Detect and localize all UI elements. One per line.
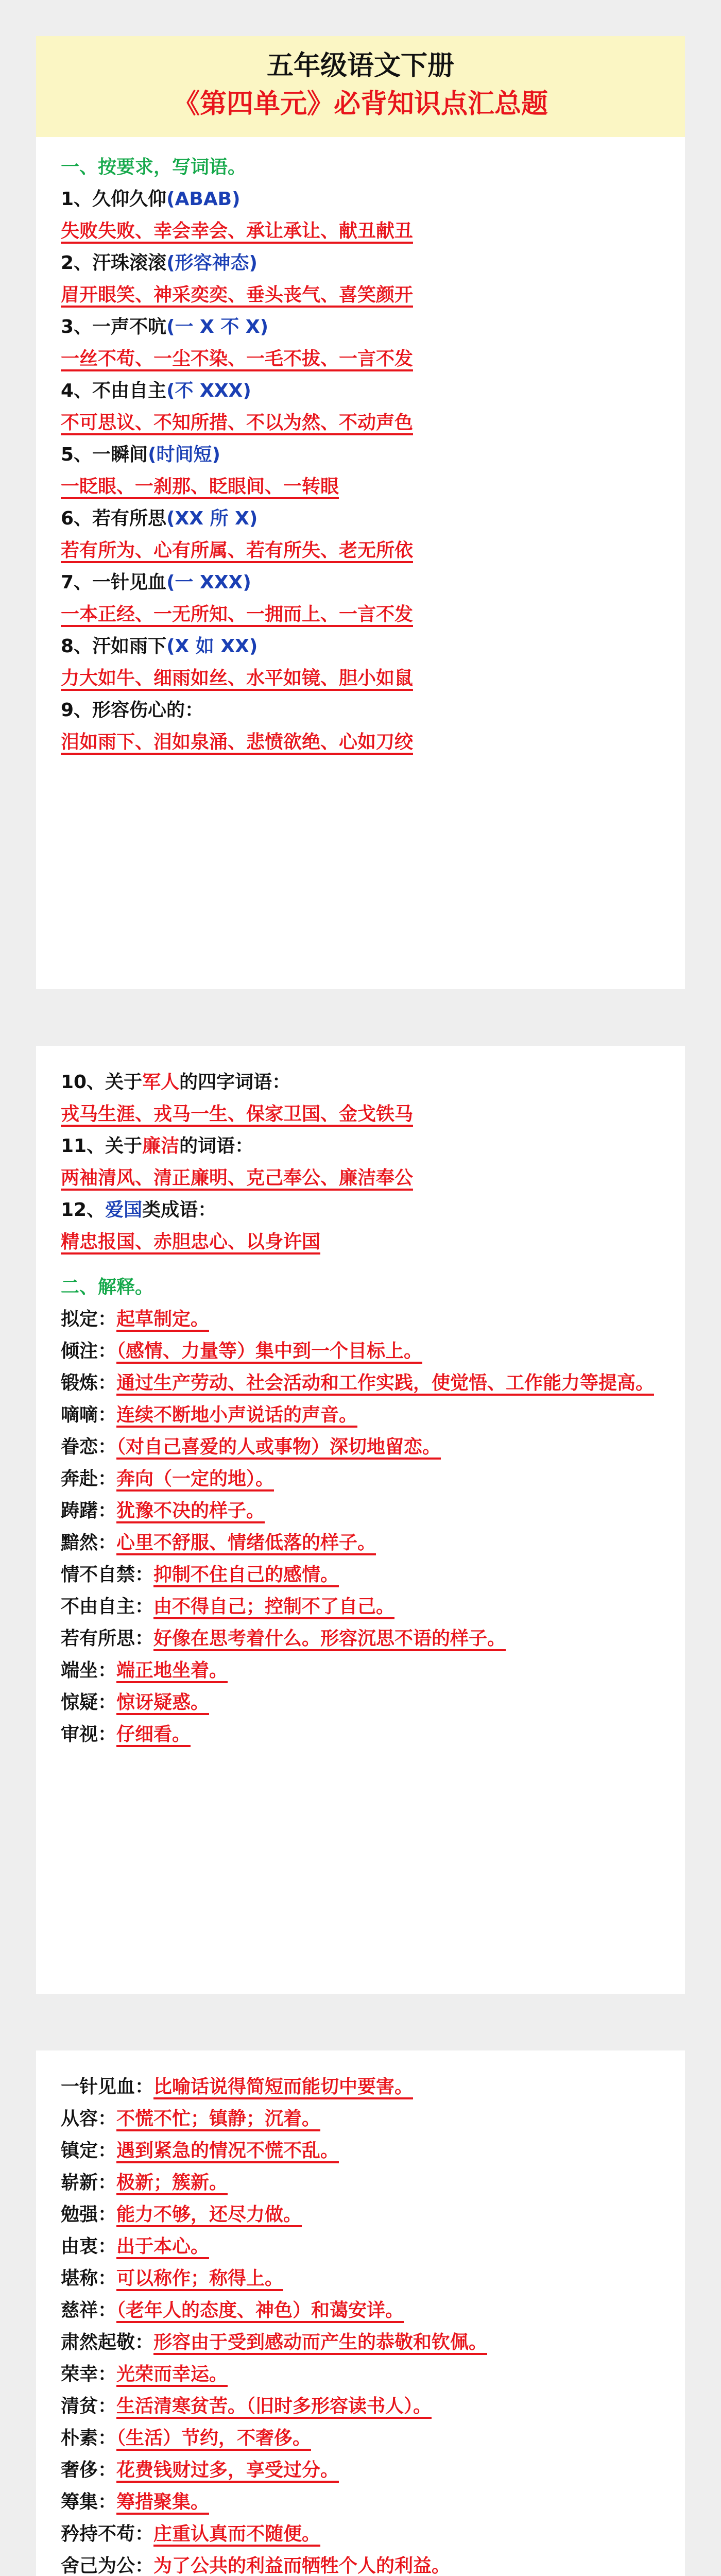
definition-row — [61, 2199, 660, 2231]
answer-words: 一丝不苟、一尘不染、一毛不拔、一言不发 — [61, 348, 413, 371]
definition-term: 堪称： — [61, 2268, 117, 2289]
definition-row — [61, 1655, 660, 1687]
definition-text: 生活清寒贫苦。（旧时多形容读书人）。 — [116, 2396, 432, 2419]
definition-row — [61, 2454, 660, 2486]
definition-term: 清贫： — [61, 2396, 117, 2417]
definition-row — [61, 2550, 660, 2576]
definition-text: 为了公共的利益而牺牲个人的利益。 — [153, 2555, 450, 2576]
definition-text: （老年人的态度、神色）和蔼安详。 — [116, 2300, 404, 2323]
definition-row — [61, 1335, 660, 1367]
definition-text: 起草制定。 — [116, 1309, 209, 1332]
word-groups-list — [61, 183, 660, 758]
definition-text: （生活）节约，不奢侈。 — [116, 2428, 311, 2451]
definition-term: 嘀嘀： — [61, 1404, 117, 1426]
definition-term: 勉强： — [61, 2204, 117, 2225]
definition-row — [61, 1719, 660, 1751]
doc-title-line2 — [36, 84, 685, 124]
integrity-words-prompt: 11、关于廉洁的词语： — [61, 1136, 254, 1157]
definition-term: 一针见血： — [61, 2076, 154, 2097]
answer-words: 力大如牛、细雨如丝、水平如镜、胆小如鼠 — [61, 668, 413, 691]
definition-term: 惊疑： — [61, 1692, 117, 1713]
prompt-pattern: (ABAB) — [166, 189, 241, 210]
prompt-text: 8、汗如雨下 — [61, 636, 167, 657]
word-group-prompt — [61, 567, 660, 599]
definition-text: 由不得自己；控制不了自己。 — [153, 1596, 394, 1619]
prompt-pattern: (XX 所 X) — [166, 508, 258, 529]
word-group-prompt — [61, 631, 660, 663]
definition-text: 遇到紧急的情况不慌不乱。 — [116, 2140, 339, 2163]
definitions-list-1 — [61, 1303, 660, 1751]
integrity-words-answer: 两袖清风、清正廉明、克己奉公、廉洁奉公 — [61, 1162, 660, 1194]
word-group-prompt — [61, 375, 660, 407]
definition-row — [61, 2167, 660, 2199]
word-group-answer — [61, 663, 660, 694]
definition-text: 比喻话说得简短而能切中要害。 — [153, 2076, 413, 2099]
definition-row — [61, 2103, 660, 2135]
word-group-answer — [61, 535, 660, 567]
definition-row — [61, 1399, 660, 1431]
definition-row — [61, 1495, 660, 1527]
definition-text: 惊讶疑惑。 — [116, 1692, 209, 1715]
prompt-text: 7、一针见血 — [61, 572, 167, 593]
section-heading-1: 一、按要求，写词语。 — [61, 157, 247, 178]
answer-words: 一眨眼、一刹那、眨眼间、一转眼 — [61, 476, 339, 499]
word-group-answer — [61, 599, 660, 631]
definition-term: 若有所思： — [61, 1628, 154, 1649]
page-2 — [36, 1046, 685, 1994]
answer-words: 若有所为、心有所属、若有所失、老无所依 — [61, 540, 413, 563]
definition-term: 崭新： — [61, 2172, 117, 2193]
definition-row — [61, 1463, 660, 1495]
definition-text: 通过生产劳动、社会活动和工作实践，使觉悟、工作能力等提高。 — [116, 1372, 654, 1396]
prompt-pattern: (一 XXX) — [166, 572, 251, 593]
definition-row — [61, 1303, 660, 1335]
definition-row — [61, 2422, 660, 2454]
definition-text: （感情、力量等）集中到一个目标上。 — [116, 1341, 422, 1364]
definition-term: 不由自主： — [61, 1596, 154, 1617]
definition-text: 光荣而幸运。 — [116, 2364, 228, 2387]
definition-text: 连续不断地小声说话的声音。 — [116, 1404, 357, 1428]
definition-term: 肃然起敬： — [61, 2332, 154, 2353]
prompt-pattern: (不 XXX) — [166, 380, 251, 401]
definitions-list-2 — [61, 2071, 660, 2576]
definition-text: 端正地坐着。 — [116, 1660, 228, 1683]
prompt-text: 2、汗珠滚滚 — [61, 252, 167, 274]
title-subtext: 必背知识点汇总题 — [334, 89, 548, 120]
definition-term: 奔赴： — [61, 1468, 117, 1489]
definition-text: （对自己喜爱的人或事物）深切地留恋。 — [116, 1436, 441, 1460]
definition-term: 舍己为公： — [61, 2555, 154, 2576]
definition-term: 端坐： — [61, 1660, 117, 1681]
definition-term: 眷恋： — [61, 1436, 117, 1458]
definition-term: 拟定： — [61, 1309, 117, 1330]
definition-text: 犹豫不决的样子。 — [116, 1500, 265, 1523]
definition-text: 花费钱财过多，享受过分。 — [116, 2460, 339, 2483]
unit-name: 《第四单元》 — [173, 89, 334, 120]
military-words-answer: 戎马生涯、戎马一生、保家卫国、金戈铁马 — [61, 1098, 660, 1130]
answer-words: 泪如雨下、泪如泉涌、悲愤欲绝、心如刀绞 — [61, 732, 413, 755]
patriotic-idioms-answer: 精忠报国、赤胆忠心、以身许国 — [61, 1226, 660, 1258]
definition-term: 荣幸： — [61, 2364, 117, 2385]
definition-row — [61, 2295, 660, 2327]
word-group-prompt — [61, 247, 660, 279]
prompt-pattern: (形容神态) — [166, 252, 258, 274]
definition-text: 形容由于受到感动而产生的恭敬和钦佩。 — [153, 2332, 487, 2355]
definition-term: 从容： — [61, 2108, 117, 2129]
definition-row — [61, 1527, 660, 1559]
definition-term: 慈祥： — [61, 2300, 117, 2321]
definition-row — [61, 2327, 660, 2359]
definition-text: 好像在思考着什么。形容沉思不语的样子。 — [153, 1628, 506, 1651]
prompt-text: 5、一瞬间 — [61, 444, 148, 465]
word-group-prompt — [61, 311, 660, 343]
definition-text: 可以称作；称得上。 — [116, 2268, 283, 2291]
definition-text: 极新；簇新。 — [116, 2172, 228, 2195]
definition-row — [61, 1559, 660, 1591]
prompt-pattern: (X 如 XX) — [166, 636, 258, 657]
word-group-prompt — [61, 183, 660, 215]
definition-row — [61, 1687, 660, 1719]
prompt-text: 4、不由自主 — [61, 380, 167, 401]
prompt-text: 1、久仰久仰 — [61, 189, 167, 210]
definition-row — [61, 2391, 660, 2422]
word-group-answer — [61, 407, 660, 439]
definition-term: 朴素： — [61, 2428, 117, 2449]
word-group-answer — [61, 343, 660, 375]
definition-row — [61, 2263, 660, 2295]
definition-row — [61, 2135, 660, 2167]
military-words-prompt: 10、关于军人的四字词语： — [61, 1072, 291, 1093]
definition-term: 奢侈： — [61, 2460, 117, 2481]
definition-row — [61, 1431, 660, 1463]
definition-row — [61, 2359, 660, 2391]
definition-term: 镇定： — [61, 2140, 117, 2161]
word-group-answer — [61, 215, 660, 247]
definition-row — [61, 1623, 660, 1655]
answer-words: 一本正经、一无所知、一拥而上、一言不发 — [61, 604, 413, 627]
definition-term: 情不自禁： — [61, 1564, 154, 1585]
prompt-text: 6、若有所思 — [61, 508, 167, 529]
definition-text: 庄重认真而不随便。 — [153, 2523, 320, 2547]
definition-text: 奔向（一定的地）。 — [116, 1468, 274, 1492]
definition-row — [61, 1591, 660, 1623]
page-3 — [36, 2050, 685, 2576]
definition-text: 不慌不忙；镇静；沉着。 — [116, 2108, 320, 2131]
definition-text: 心里不舒服、情绪低落的样子。 — [116, 1532, 376, 1555]
word-group-answer — [61, 279, 660, 311]
definition-term: 锻炼： — [61, 1372, 117, 1394]
definition-term: 审视： — [61, 1724, 117, 1745]
word-group-answer — [61, 471, 660, 503]
definition-term: 筹集： — [61, 2492, 117, 2513]
definition-row — [61, 2231, 660, 2263]
definition-row — [61, 2518, 660, 2550]
word-group-prompt — [61, 694, 660, 726]
page-1 — [36, 36, 685, 989]
doc-title-line1: 五年级语文下册 — [266, 50, 454, 81]
prompt-pattern: (时间短) — [148, 444, 220, 465]
prompt-text: 9、形容伤心的： — [61, 700, 204, 721]
definition-term: 矜持不苟： — [61, 2523, 154, 2545]
definition-term: 踌躇： — [61, 1500, 117, 1521]
definition-row — [61, 2071, 660, 2103]
word-group-prompt — [61, 439, 660, 471]
title-banner — [36, 36, 685, 137]
definition-term: 黯然： — [61, 1532, 117, 1553]
word-group-prompt — [61, 503, 660, 535]
answer-words: 失败失败、幸会幸会、承让承让、献丑献丑 — [61, 221, 413, 244]
definition-text: 抑制不住自己的感情。 — [153, 1564, 339, 1587]
definition-row — [61, 1367, 660, 1399]
answer-words: 眉开眼笑、神采奕奕、垂头丧气、喜笑颜开 — [61, 284, 413, 308]
word-group-answer — [61, 726, 660, 758]
definition-term: 倾注： — [61, 1341, 117, 1362]
definition-text: 能力不够，还尽力做。 — [116, 2204, 302, 2227]
definition-row — [61, 2486, 660, 2518]
answer-words: 不可思议、不知所措、不以为然、不动声色 — [61, 412, 413, 435]
definition-text: 出于本心。 — [116, 2236, 209, 2259]
definition-text: 仔细看。 — [116, 1724, 191, 1747]
prompt-text: 3、一声不吭 — [61, 316, 167, 337]
definition-term: 由衷： — [61, 2236, 117, 2257]
definition-text: 筹措聚集。 — [116, 2492, 209, 2515]
section-heading-2: 二、解释。 — [61, 1277, 154, 1298]
prompt-pattern: (一 X 不 X) — [166, 316, 269, 337]
patriotic-idioms-prompt: 12、爱国类成语： — [61, 1199, 217, 1221]
